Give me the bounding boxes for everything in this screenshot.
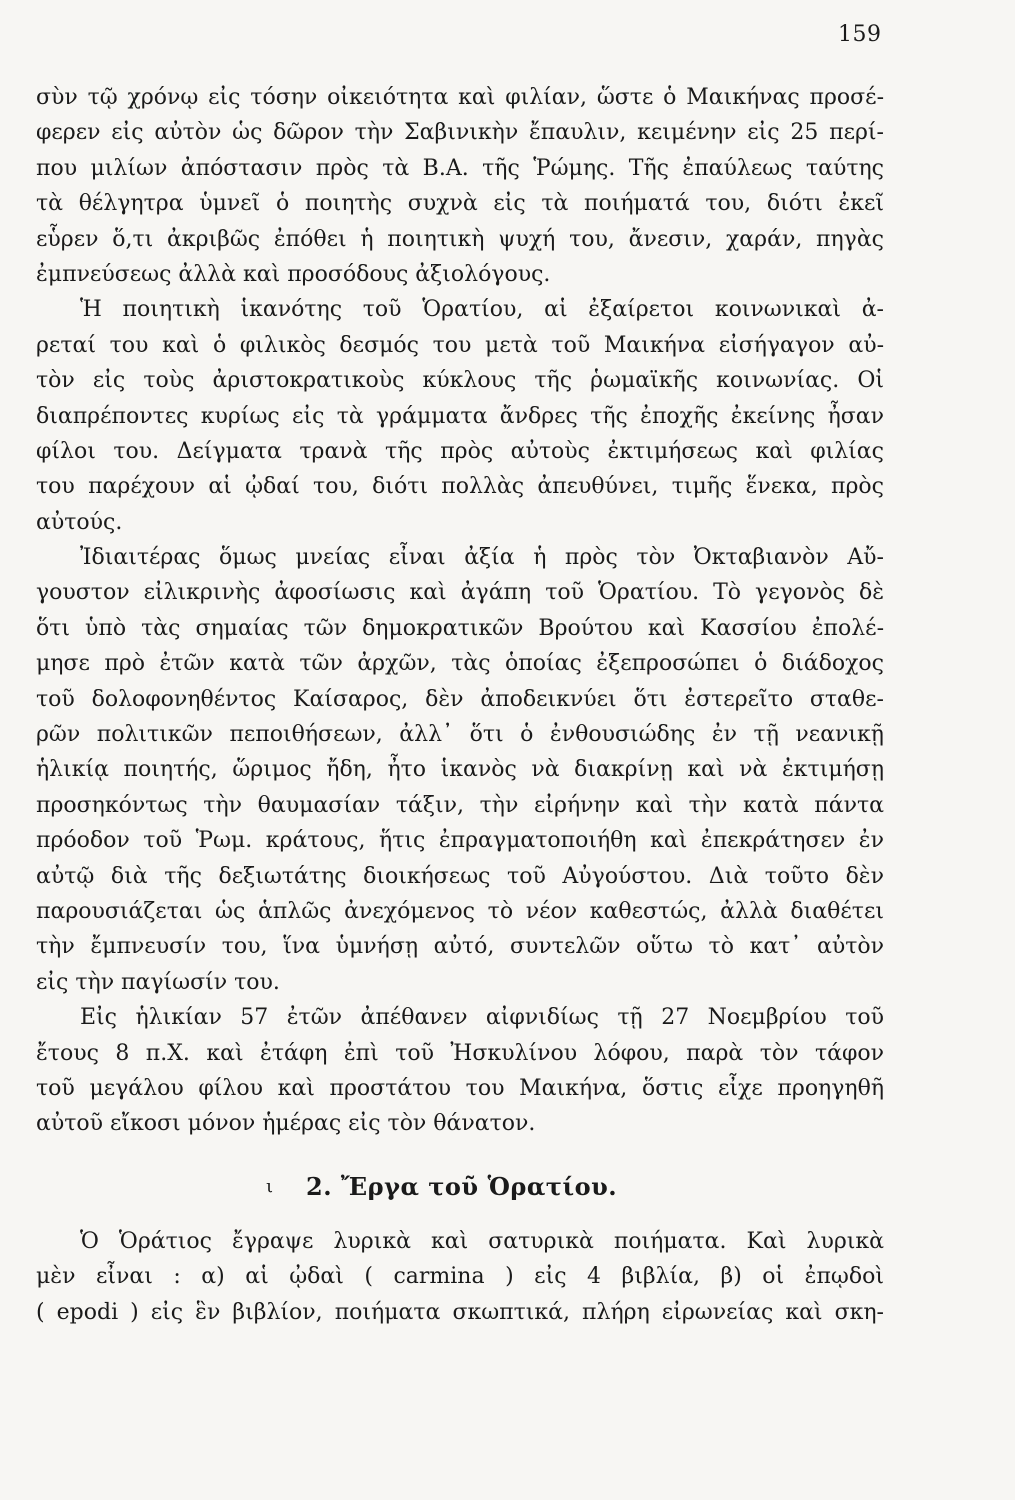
text-line: αὐτούς. (36, 509, 123, 535)
text-line: Ὁ Ὁράτιος ἔγραψε λυρικὰ καὶ σατυρικὰ ποιήματα. Καὶ λυρικὰ (80, 1228, 884, 1254)
text-line: σὺν τῷ χρόνῳ εἰς τόσην οἰκειότητα καὶ φιλίαν, ὥστε ὁ Μαικήνας προσέ- (36, 85, 884, 110)
text-line: Ἡ ποιητικὴ ἱκανότης τοῦ Ὁρατίου, αἱ ἐξαίρετοι κοινωνικαὶ ἀ- (80, 297, 884, 323)
text-line: ρεταί του καὶ ὁ φιλικὸς δεσμός του μετὰ τοῦ Μαικήνα εἰσήγαγον αὐ- (36, 332, 884, 358)
text-line: εὗρεν ὅ,τι ἀκριβῶς ἐπόθει ἡ ποιητικὴ ψυχή του, ἄνεσιν, χαράν, πηγὰς (36, 226, 884, 252)
text-line: φίλοι του. Δείγματα τρανὰ τῆς πρὸς αὐτοὺς ἐκτιμήσεως καὶ φιλίας (36, 438, 884, 464)
text-line: Ἰδιαιτέρας ὅμως μνείας εἶναι ἀξία ἡ πρὸς τὸν Ὀκταβιανὸν Αὔ- (80, 545, 884, 571)
text-line: ( epodi ) εἰς ἓν βιβλίον, ποιήματα σκωπτικά, πλήρη εἰρωνείας καὶ σκη- (36, 1299, 884, 1325)
body-text (36, 80, 884, 1330)
section-gap (36, 1142, 884, 1166)
text-line: του παρέχουν αἱ ᾠδαί του, διότι πολλὰς ἀπευθύνει, τιμῆς ἕνεκα, πρὸς (36, 474, 884, 500)
text-line: διαπρέποντες κυρίως εἰς τὰ γράμματα ἄνδρες τῆς ἐποχῆς ἐκείνης ἦσαν (36, 403, 884, 429)
text-line: που μιλίων ἀπόστασιν πρὸς τὰ Β.Α. τῆς Ῥώμης. Τῆς ἐπαύλεως ταύτης (36, 155, 884, 181)
text-line: πρόοδον τοῦ Ῥωμ. κράτους, ἥτις ἐπραγματοποιήθη καὶ ἐπεκράτησεν ἐν (36, 828, 884, 854)
text-line: εἰς τὴν παγίωσίν του. (36, 969, 280, 995)
text-line: ἔτους 8 π.Χ. καὶ ἐτάφη ἐπὶ τοῦ Ἠσκυλίνου λόφου, παρὰ τὸν τάφον (36, 1040, 884, 1066)
text-line: αὐτοῦ εἴκοσι μόνον ἡμέρας εἰς τὸν θάνατον. (36, 1111, 536, 1137)
text-line: τὰ θέλγητρα ὑμνεῖ ὁ ποιητὴς συχνὰ εἰς τὰ ποιήματά του, διότι ἐκεῖ (36, 191, 884, 217)
text-line: προσηκόντως τὴν θαυμασίαν τάξιν, τὴν εἰρήνην καὶ τὴν κατὰ πάντα (36, 792, 884, 818)
text-line: Εἰς ἡλικίαν 57 ἐτῶν ἀπέθανεν αἰφνιδίως τῇ 27 Νοεμβρίου τοῦ (80, 1005, 884, 1031)
text-line: τοῦ δολοφονηθέντος Καίσαρος, δὲν ἀποδεικνύει ὅτι ἐστερεῖτο σταθε- (36, 686, 884, 712)
text-line: ὅτι ὑπὸ τὰς σημαίας τῶν δημοκρατικῶν Βρούτου καὶ Κασσίου ἐπολέ- (36, 615, 884, 641)
text-line: τοῦ μεγάλου φίλου καὶ προστάτου του Μαικήνα, ὅστις εἶχε προηγηθῆ (36, 1075, 884, 1101)
text-line: ρῶν πολιτικῶν πεποιθήσεων, ἀλλ᾽ ὅτι ὁ ἐνθουσιώδης ἐν τῇ νεανικῇ (36, 722, 884, 748)
text-line: ἐμπνεύσεως ἀλλὰ καὶ προσόδους ἀξιολόγους. (36, 261, 551, 287)
section-heading-text: 2. Ἔργα τοῦ Ὁρατίου. (306, 1171, 618, 1201)
text-line: ἡλικίᾳ ποιητής, ὥριμος ἤδη, ἦτο ἱκανὸς νὰ διακρίνῃ καὶ νὰ ἐκτιμήσῃ (36, 757, 884, 783)
text-line: τὸν εἰς τοὺς ἀριστοκρατικοὺς κύκλους τῆς ῥωμαϊκῆς κοινωνίας. Οἱ (36, 368, 884, 394)
text-line: αὐτῷ διὰ τῆς δεξιωτάτης διοικήσεως τοῦ Αὐγούστου. Διὰ τοῦτο δὲν (36, 863, 884, 889)
paragraphs-bottom (36, 1224, 884, 1330)
text-line: μησε πρὸ ἐτῶν κατὰ τῶν ἀρχῶν, τὰς ὁποίας ἐξεπροσώπει ὁ διάδοχος (36, 651, 884, 677)
stray-mark: ι (266, 1175, 274, 1197)
paragraphs-top (36, 80, 884, 1142)
section-heading (36, 1166, 884, 1224)
text-line: παρουσιάζεται ὡς ἁπλῶς ἀνεχόμενος τὸ νέον καθεστώς, ἀλλὰ διαθέτει (36, 898, 884, 924)
text-line: φερεν εἰς αὐτὸν ὡς δῶρον τὴν Σαβινικὴν ἔπαυλιν, κειμένην εἰς 25 περί- (36, 120, 884, 146)
text-line: γουστον εἰλικρινὴς ἀφοσίωσις καὶ ἀγάπη τοῦ Ὁρατίου. Τὸ γεγονὸς δὲ (36, 580, 884, 606)
text-line: μὲν εἶναι : α) αἱ ᾠδαὶ ( carmina ) εἰς 4 βιβλία, β) οἱ ἐπῳδοὶ (36, 1264, 884, 1290)
page-number: 159 (838, 22, 882, 47)
text-line: τὴν ἔμπνευσίν του, ἵνα ὑμνήσῃ αὐτό, συντελῶν οὕτω τὸ κατ᾽ αὐτὸν (36, 934, 884, 960)
